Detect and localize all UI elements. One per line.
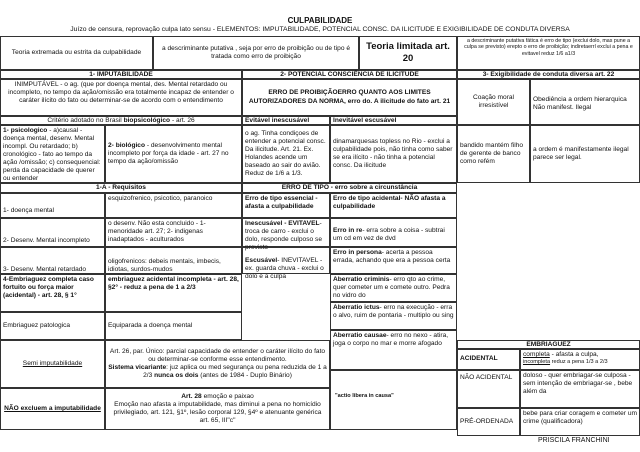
erro-in-persona-text: - acerta a pessoa errada, achando que era a pessoa certa (333, 249, 451, 265)
inevitavel-text (330, 125, 457, 183)
aberratio-criminis-label: Aberratio criminis (333, 276, 390, 283)
requisito-embriaguez-patologica (0, 312, 105, 340)
aberratio-causae (330, 330, 457, 370)
theory-limitada (359, 36, 457, 70)
semi-imputabilidade-text (105, 340, 330, 388)
erro-in-persona-label: Erro in persona (333, 249, 382, 256)
page-title: CULPABILIDADE (287, 16, 353, 25)
requisito-doenca-mental: 1- doença mental (0, 193, 105, 218)
nao-excluem-imputabilidade (0, 388, 105, 430)
aberratio-causae-text: - erro no nexo - atira, joga o corpo no mar e morre afogado (333, 332, 449, 348)
erro-in-re-label: Erro in re (333, 227, 363, 234)
nao-excluem-label: NÃO excluem a imputabilidade (4, 404, 101, 412)
embriaguez-preordenada (457, 408, 520, 436)
erro-in-re (330, 218, 457, 247)
section-exigibilidade: 3- Exigibilidade de conduta diversa art. 22 (457, 70, 640, 79)
completa-text: - afasta a culpa, (551, 351, 599, 358)
embriaguez-acidental-detail (520, 349, 640, 370)
theory-limitada-title: Teoria limitada art. (366, 41, 450, 53)
requisito-desenv-retardado: 3- Desenv. Mental retardado (0, 247, 105, 274)
erro-de-proibicao (242, 79, 457, 116)
author-credit: PRISCILA FRANCHINI (538, 437, 610, 444)
actio-libera: "actio libera in causa" (335, 393, 394, 399)
descriminante-text-b: tratada como erro de proibição (211, 53, 301, 60)
aberratio-ictus-text: - erro na execução - erra o alvo, ruim de pontaria - multiplo ou sing (333, 304, 454, 320)
art28-text: Emoção nao afasta a imputabilidade, mas diminui a pena no homicídio privilegiado, art. 121, §1º, lesão corporal 129, §4º e atenuante genérica art. 65, III"c" (113, 401, 322, 425)
embriaguez-title: EMBRIAGUEZ (457, 340, 640, 349)
embriaguez-nao-acidental-detail: doloso - quer embriagar-se culposa - sem intenção de embriagar-se , bebe além da (520, 370, 640, 408)
criterio-psicologico (0, 125, 105, 183)
erro-tipo-essencial: Erro de tipo essencial - afasta a culpabilidade (242, 193, 330, 218)
equiparada-text: Equiparada a doença mental (108, 321, 193, 329)
erro-proibicao-text: ERRO DE PROIBIÇÃOERRO QUANTO AOS LIMITES AUTORIZADORES DA NORMA, erro do. A ilicitude do fato art. 21 (248, 89, 451, 105)
erro-in-re-text: - erra sobre a coisa - subtrai um cd em vez de dvd (333, 227, 445, 243)
criterio-biopsicologico: biopsicológico (123, 117, 171, 124)
criterio-text: Critério adotado no Brasil (47, 117, 122, 124)
erro-tipo-acidental: Erro de tipo acidental- NÃO afasta a culpabilidade (330, 193, 457, 218)
erro-in-persona (330, 247, 457, 274)
embriaguez-patologica-text: Embriaguez patologica (3, 321, 71, 329)
semi-imputabilidade-label: Semi imputabilidade (22, 359, 83, 367)
section-imputabilidade: 1- IMPUTABILIDADE (0, 70, 242, 79)
evitavel-title: Evitável inescusável (242, 116, 330, 125)
completa-label: completa (523, 351, 550, 358)
biologico-label: 2- biológico (108, 141, 145, 149)
aberratio-criminis (330, 274, 457, 302)
theory-extremada-text: Teoria extremada ou estrita da culpabilidade (11, 48, 142, 56)
requisito-desenv-incompleto: 2- Desenv. Mental incompleto (0, 218, 105, 247)
acidental-label: ACIDENTAL (460, 355, 498, 363)
section-potencial: 2- POTENCIAL CONSCIÊNCIA DE ILICITUDE (242, 70, 457, 79)
descriminante-text-a: a descriminante putativa , seja por erro de proibição ou de tipo é (161, 44, 351, 52)
requisitos-header: 1-A - Requisitos (0, 183, 242, 193)
inescusavel-text: - troca de carro - exclui o dolo, responde culposo se previsto (245, 220, 322, 252)
art28-label: Art. 28 (181, 393, 202, 400)
sistema-vicariante (108, 364, 327, 380)
escusavel-inevitavel (242, 247, 330, 281)
empty-cell (330, 370, 457, 430)
escusavel-text: - INEVITAVEL - ex. guarda chuva - exclui o dolo e a culpa (245, 257, 324, 281)
coacao-text: Coação moral irresistível (472, 93, 515, 109)
inescusavel-evitavel (242, 218, 330, 252)
criterio-article: - art. 26 (171, 117, 195, 124)
escusavel-label: Escusável (245, 257, 278, 264)
inevitavel-description: dinamarquesas topless no Rio - exclui a culpabilidade pois, não tinha como saber se era ilícito - não tinha a potencial consc. Da ilicitude (333, 137, 453, 170)
coacao-moral (457, 79, 530, 125)
requisito-embriaguez-completa: 4-Embriaguez completa caso fortuito ou força maior (acidental) - art. 28, § 1° (0, 274, 105, 312)
page-subtitle: Juízo de censura, reprovação culpa lato sensu - ELEMENTOS: IMPUTABILIDADE, POTENCIAL CONSC. DA ILICITUDE E EXIGIBILIDADE DE CONDUTA DIVERSA (70, 26, 570, 33)
requisito-embriaguez-acidental: embriaguez acidental incompleta - art. 28, §2° - reduz a pena de 1 a 2/3 (105, 274, 242, 312)
requisito-doenca-mental-ex: esquizofrenico, psicotico, paranoico (105, 193, 242, 218)
preordenada-label: PRÉ-ORDENADA (460, 417, 514, 425)
biologico-text: - desenvolvimento mental incompleto por força da idade - art. 27 no tempo da ação/omissão (108, 141, 229, 166)
obediencia-example-text: a ordem é manifestamente ilegal parece ser legal. (533, 145, 629, 161)
evitavel-description: o ag. Tinha condiçoes de entender a potencial consc. Da ilicitude. Art. 21. Ex. Holandes acende um baseado ao sair do avião. Reduz de 1/6 a 1/3. (245, 129, 326, 178)
sistema-tail: (antes de 1984 - Duplo Binário) (200, 372, 292, 380)
coacao-example-text: bandido mantém filho de gerente de banco como refém (460, 141, 524, 166)
inescusavel-label: Inescusável - EVITAVEL (245, 220, 320, 227)
embriaguez-nao-acidental: NÃO ACIDENTAL (457, 370, 520, 408)
inimputavel-definition: INIMPUTÁVEL - o ag. (que por doença mental, des. Mental retardado ou incompleto, no tempo da ação/omissão era totalmente incapaz de entender o caráter ilícito do fato ou determinar-se de acordo com o entendimento (0, 79, 242, 116)
obediencia-example (530, 125, 640, 183)
theory-limitada-article: 20 (402, 53, 414, 64)
inevitavel-title: Inevitável escusável (330, 116, 457, 125)
criterio-biologico (105, 125, 242, 183)
descriminante-putativa (153, 36, 359, 70)
semi-text: Art. 26, par. Único: parcial capacidade de entender o caráter ilícito do fato ou determinar-se conforme esse entendimento. (109, 348, 326, 364)
incompleta-label: incompleta (523, 359, 551, 366)
incompleta-text: reduz a pena 1/3 a 2/3 (551, 359, 608, 366)
psicologico-text: - a)causal - doença mental, desenv. Mental incompl. Ou retardado; b) cronológico - fato ao tempo da ação /omissão; c) consequencial: perda da capacidade de querer ou entender (3, 127, 101, 183)
art28-title: emoção e paixao (203, 393, 254, 400)
sistema-vicariante-text: : juz aplica ou med segurança ou pena reduzida de 1 a 2/3 (143, 364, 327, 380)
requisito-equiparada (105, 312, 242, 340)
aberratio-ictus-label: Aberratio ictus (333, 304, 380, 311)
aberratio-ictus (330, 302, 457, 330)
erro-tipo-header: ERRO DE TIPO - erro sobre a circunstância (242, 183, 457, 193)
sistema-vicariante-label: Sistema vicariante (108, 364, 167, 372)
requisito-desenv-incompleto-ex: o desenv. Não esta concluido - 1- menoridade art. 27; 2- indigenas inadaptados - aculturados (105, 218, 242, 247)
obediencia-hierarquica: Obediência a ordem hierarquica Não manifest. Ilegal (530, 79, 640, 125)
evitavel-text (242, 125, 330, 183)
aberratio-causae-label: Aberratio causae (333, 332, 387, 339)
theory-limitada-desc: a descriminante putativa fática é erro de tipo (exclui dolo, mas pune a culpa se previsto) erepto o erro de proibição; indiretaerrl exclui a pena e evitavel reduz 1/6 a1/3 (457, 36, 640, 70)
requisito-desenv-retardado-ex: oligofrenicos: debeis mentais, imbecis, idiotas, surdos-mudos (105, 247, 242, 274)
theory-extremada (0, 36, 153, 70)
sistema-nunca: nunca os dois (154, 372, 199, 380)
embriaguez-preordenada-detail: bebe para criar coragem e cometer um crime (qualificadora) (520, 408, 640, 436)
coacao-example (457, 125, 530, 183)
embriaguez-acidental (457, 349, 520, 370)
semi-imputabilidade (0, 340, 105, 388)
aberratio-criminis-text: - erro qto ao crime, quer cometer um e comete outro. Pedra no vidro do (333, 276, 450, 300)
psicologico-label: 1- psicologico (3, 127, 48, 134)
art28-emocao (105, 388, 330, 430)
criterio-adotado (0, 116, 242, 125)
